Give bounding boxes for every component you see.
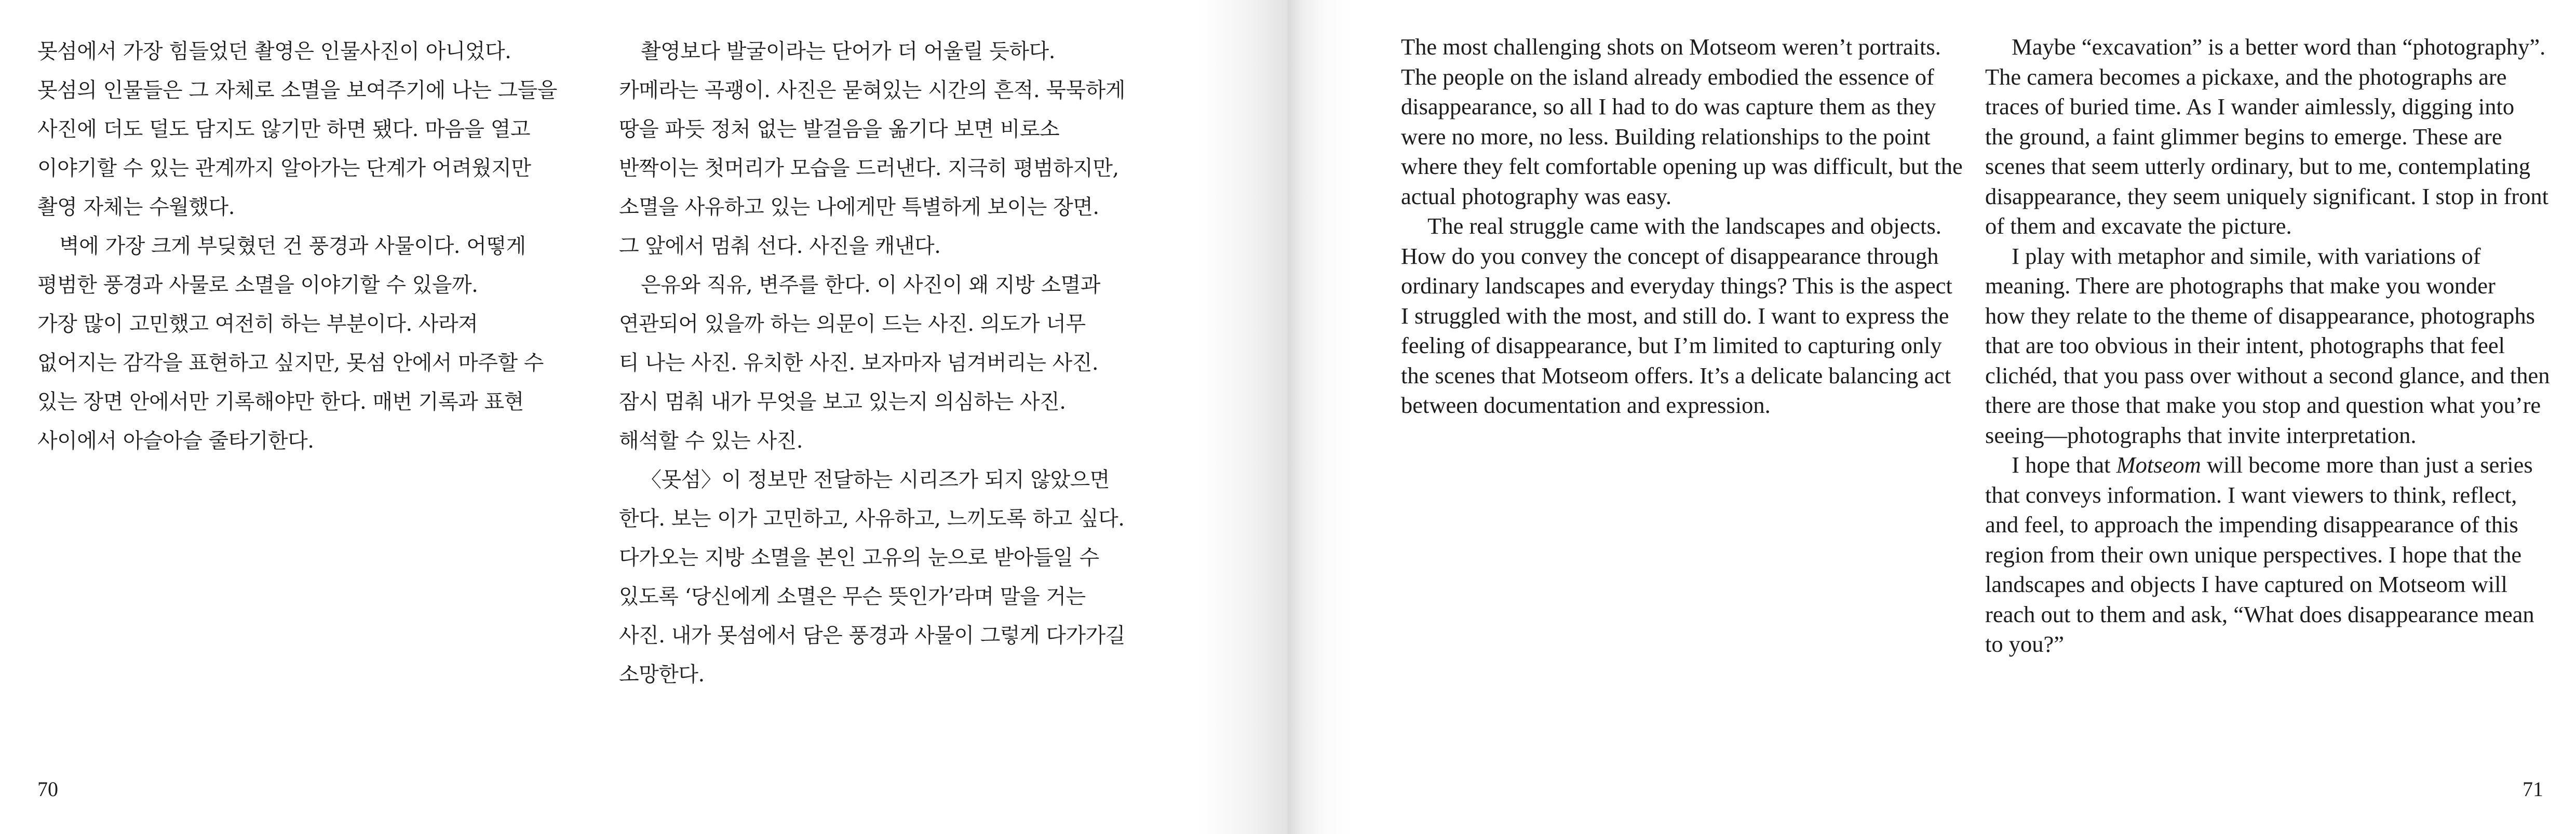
- text-line: I hope that Motseom will become more than just a series: [2012, 452, 2533, 478]
- text-line: 한다. 보는 이가 고민하고, 사유하고, 느끼도록 하고 싶다.: [619, 507, 1125, 531]
- text-line: 소멸을 사유하고 있는 나에게만 특별하게 보이는 장면.: [619, 195, 1099, 219]
- text-line: and feel, to approach the impending disappearance of this: [1985, 512, 2518, 537]
- text-line: feeling of disappearance, but I’m limited to capturing only: [1401, 332, 1942, 358]
- text-line: 가장 많이 고민했고 여전히 하는 부분이다. 사라져: [37, 312, 478, 336]
- text-line: 땅을 파듯 정처 없는 발걸음을 옮기다 보면 비로소: [619, 117, 1060, 141]
- text-line: between documentation and expression.: [1401, 392, 1771, 418]
- korean-column-1: [37, 32, 593, 461]
- text-line: 사이에서 아슬아슬 줄타기한다.: [37, 429, 314, 453]
- text-line: 연관되어 있을까 하는 의문이 드는 사진. 의도가 너무: [619, 312, 1086, 336]
- text-line: region from their own unique perspectives. I hope that the: [1985, 541, 2522, 568]
- text-line: Maybe “excavation” is a better word than “photography”.: [2012, 34, 2546, 60]
- english-column-2: [1985, 32, 2550, 660]
- text-line: where they felt comfortable opening up was difficult, but the: [1401, 153, 1963, 179]
- text-line: I struggled with the most, and still do. I want to express the: [1401, 302, 1949, 329]
- text-line: 촬영 자체는 수월했다.: [37, 195, 235, 219]
- text-line: 카메라는 곡괭이. 사진은 묻혀있는 시간의 흔적. 묵묵하게: [619, 78, 1125, 102]
- text-line: to you?”: [1985, 631, 2064, 657]
- text-line: The most challenging shots on Motseom weren’t portraits.: [1401, 34, 1941, 60]
- text-line: 사진에 더도 덜도 담지도 않기만 하면 됐다. 마음을 열고: [37, 117, 531, 141]
- text-line: 평범한 풍경과 사물로 소멸을 이야기할 수 있을까.: [37, 273, 478, 297]
- text-line: 못섬의 인물들은 그 자체로 소멸을 보여주기에 나는 그들을: [37, 78, 557, 102]
- text-line: that conveys information. I want viewers to think, reflect,: [1985, 481, 2517, 508]
- text-line: 못섬에서 가장 힘들었던 촬영은 인물사진이 아니었다.: [37, 39, 511, 63]
- text-line: 은유와 직유, 변주를 한다. 이 사진이 왜 지방 소멸과: [641, 273, 1100, 297]
- text-line: that are too obvious in their intent, photographs that feel: [1985, 332, 2505, 358]
- text-line: 그 앞에서 멈춰 선다. 사진을 캐낸다.: [619, 234, 941, 258]
- text-line: I play with metaphor and simile, with variations of: [2012, 243, 2481, 269]
- text-line: the scenes that Motseom offers. It’s a delicate balancing act: [1401, 362, 1951, 388]
- right-page: [1288, 0, 2576, 834]
- text-line: clichéd, that you pass over without a second glance, and then: [1985, 362, 2550, 388]
- text-line: The camera becomes a pickaxe, and the photographs are: [1985, 63, 2507, 90]
- text-line: there are those that make you stop and question what you’re: [1985, 392, 2541, 418]
- text-line: The people on the island already embodied the essence of: [1401, 63, 1934, 90]
- text-line: 반짝이는 첫머리가 모습을 드러낸다. 지극히 평범하지만,: [619, 156, 1119, 180]
- text-line: 이야기할 수 있는 관계까지 알아가는 단계가 어려웠지만: [37, 156, 531, 180]
- page-number-right: 71: [2523, 777, 2543, 801]
- text-line: traces of buried time. As I wander aimlessly, digging into: [1985, 93, 2515, 119]
- text-line: The real struggle came with the landscapes and objects.: [1427, 213, 1941, 239]
- text-line: 사진. 내가 못섬에서 담은 풍경과 사물이 그렇게 다가가길: [619, 624, 1125, 648]
- series-title-italic: Motseom: [2116, 452, 2201, 478]
- text-line: the ground, a faint glimmer begins to emerge. These are: [1985, 123, 2502, 150]
- text-line: actual photography was easy.: [1401, 183, 1672, 209]
- text-line: 다가오는 지방 소멸을 본인 고유의 눈으로 받아들일 수: [619, 546, 1099, 570]
- text-line: 있는 장면 안에서만 기록해야만 한다. 매번 기록과 표현: [37, 390, 524, 414]
- text-line: seeing—photographs that invite interpretation.: [1985, 422, 2417, 448]
- text-line: disappearance, so all I had to do was capture them as they: [1401, 93, 1936, 119]
- text-line: 촬영보다 발굴이라는 단어가 더 어울릴 듯하다.: [641, 39, 1055, 63]
- text-line: How do you convey the concept of disappearance through: [1401, 243, 1939, 269]
- text-line: meaning. There are photographs that make you wonder: [1985, 273, 2496, 299]
- text-line: 잠시 멈춰 내가 무엇을 보고 있는지 의심하는 사진.: [619, 390, 1066, 414]
- text-line: 해석할 수 있는 사진.: [619, 429, 803, 453]
- text-line: were no more, no less. Building relationships to the point: [1401, 123, 1931, 150]
- text-line: landscapes and objects I have captured on Motseom will: [1985, 571, 2507, 597]
- text-line: 벽에 가장 크게 부딪혔던 건 풍경과 사물이다. 어떻게: [59, 234, 526, 258]
- text-line: ordinary landscapes and everyday things? This is the aspect: [1401, 273, 1952, 299]
- text-line: 있도록 ‘당신에게 소멸은 무슨 뜻인가’라며 말을 거는: [619, 585, 1086, 609]
- korean-column-2: [619, 32, 1180, 694]
- text-line: how they relate to the theme of disappearance, photographs: [1985, 302, 2535, 329]
- english-column-1: [1401, 32, 1963, 421]
- text-line: 없어지는 감각을 표현하고 싶지만, 못섬 안에서 마주할 수: [37, 351, 544, 375]
- text-line: 〈못섬〉이 정보만 전달하는 시리즈가 되지 않았으면: [641, 468, 1110, 492]
- text-line: disappearance, they seem uniquely significant. I stop in front: [1985, 183, 2548, 209]
- text-line: scenes that seem utterly ordinary, but to me, contemplating: [1985, 153, 2530, 179]
- page-number-left: 70: [37, 777, 58, 801]
- text-line: 소망한다.: [619, 663, 705, 687]
- text-line: reach out to them and ask, “What does disappearance mean: [1985, 601, 2534, 627]
- text-line: of them and excavate the picture.: [1985, 213, 2292, 239]
- text-line: 티 나는 사진. 유치한 사진. 보자마자 넘겨버리는 사진.: [619, 351, 1099, 375]
